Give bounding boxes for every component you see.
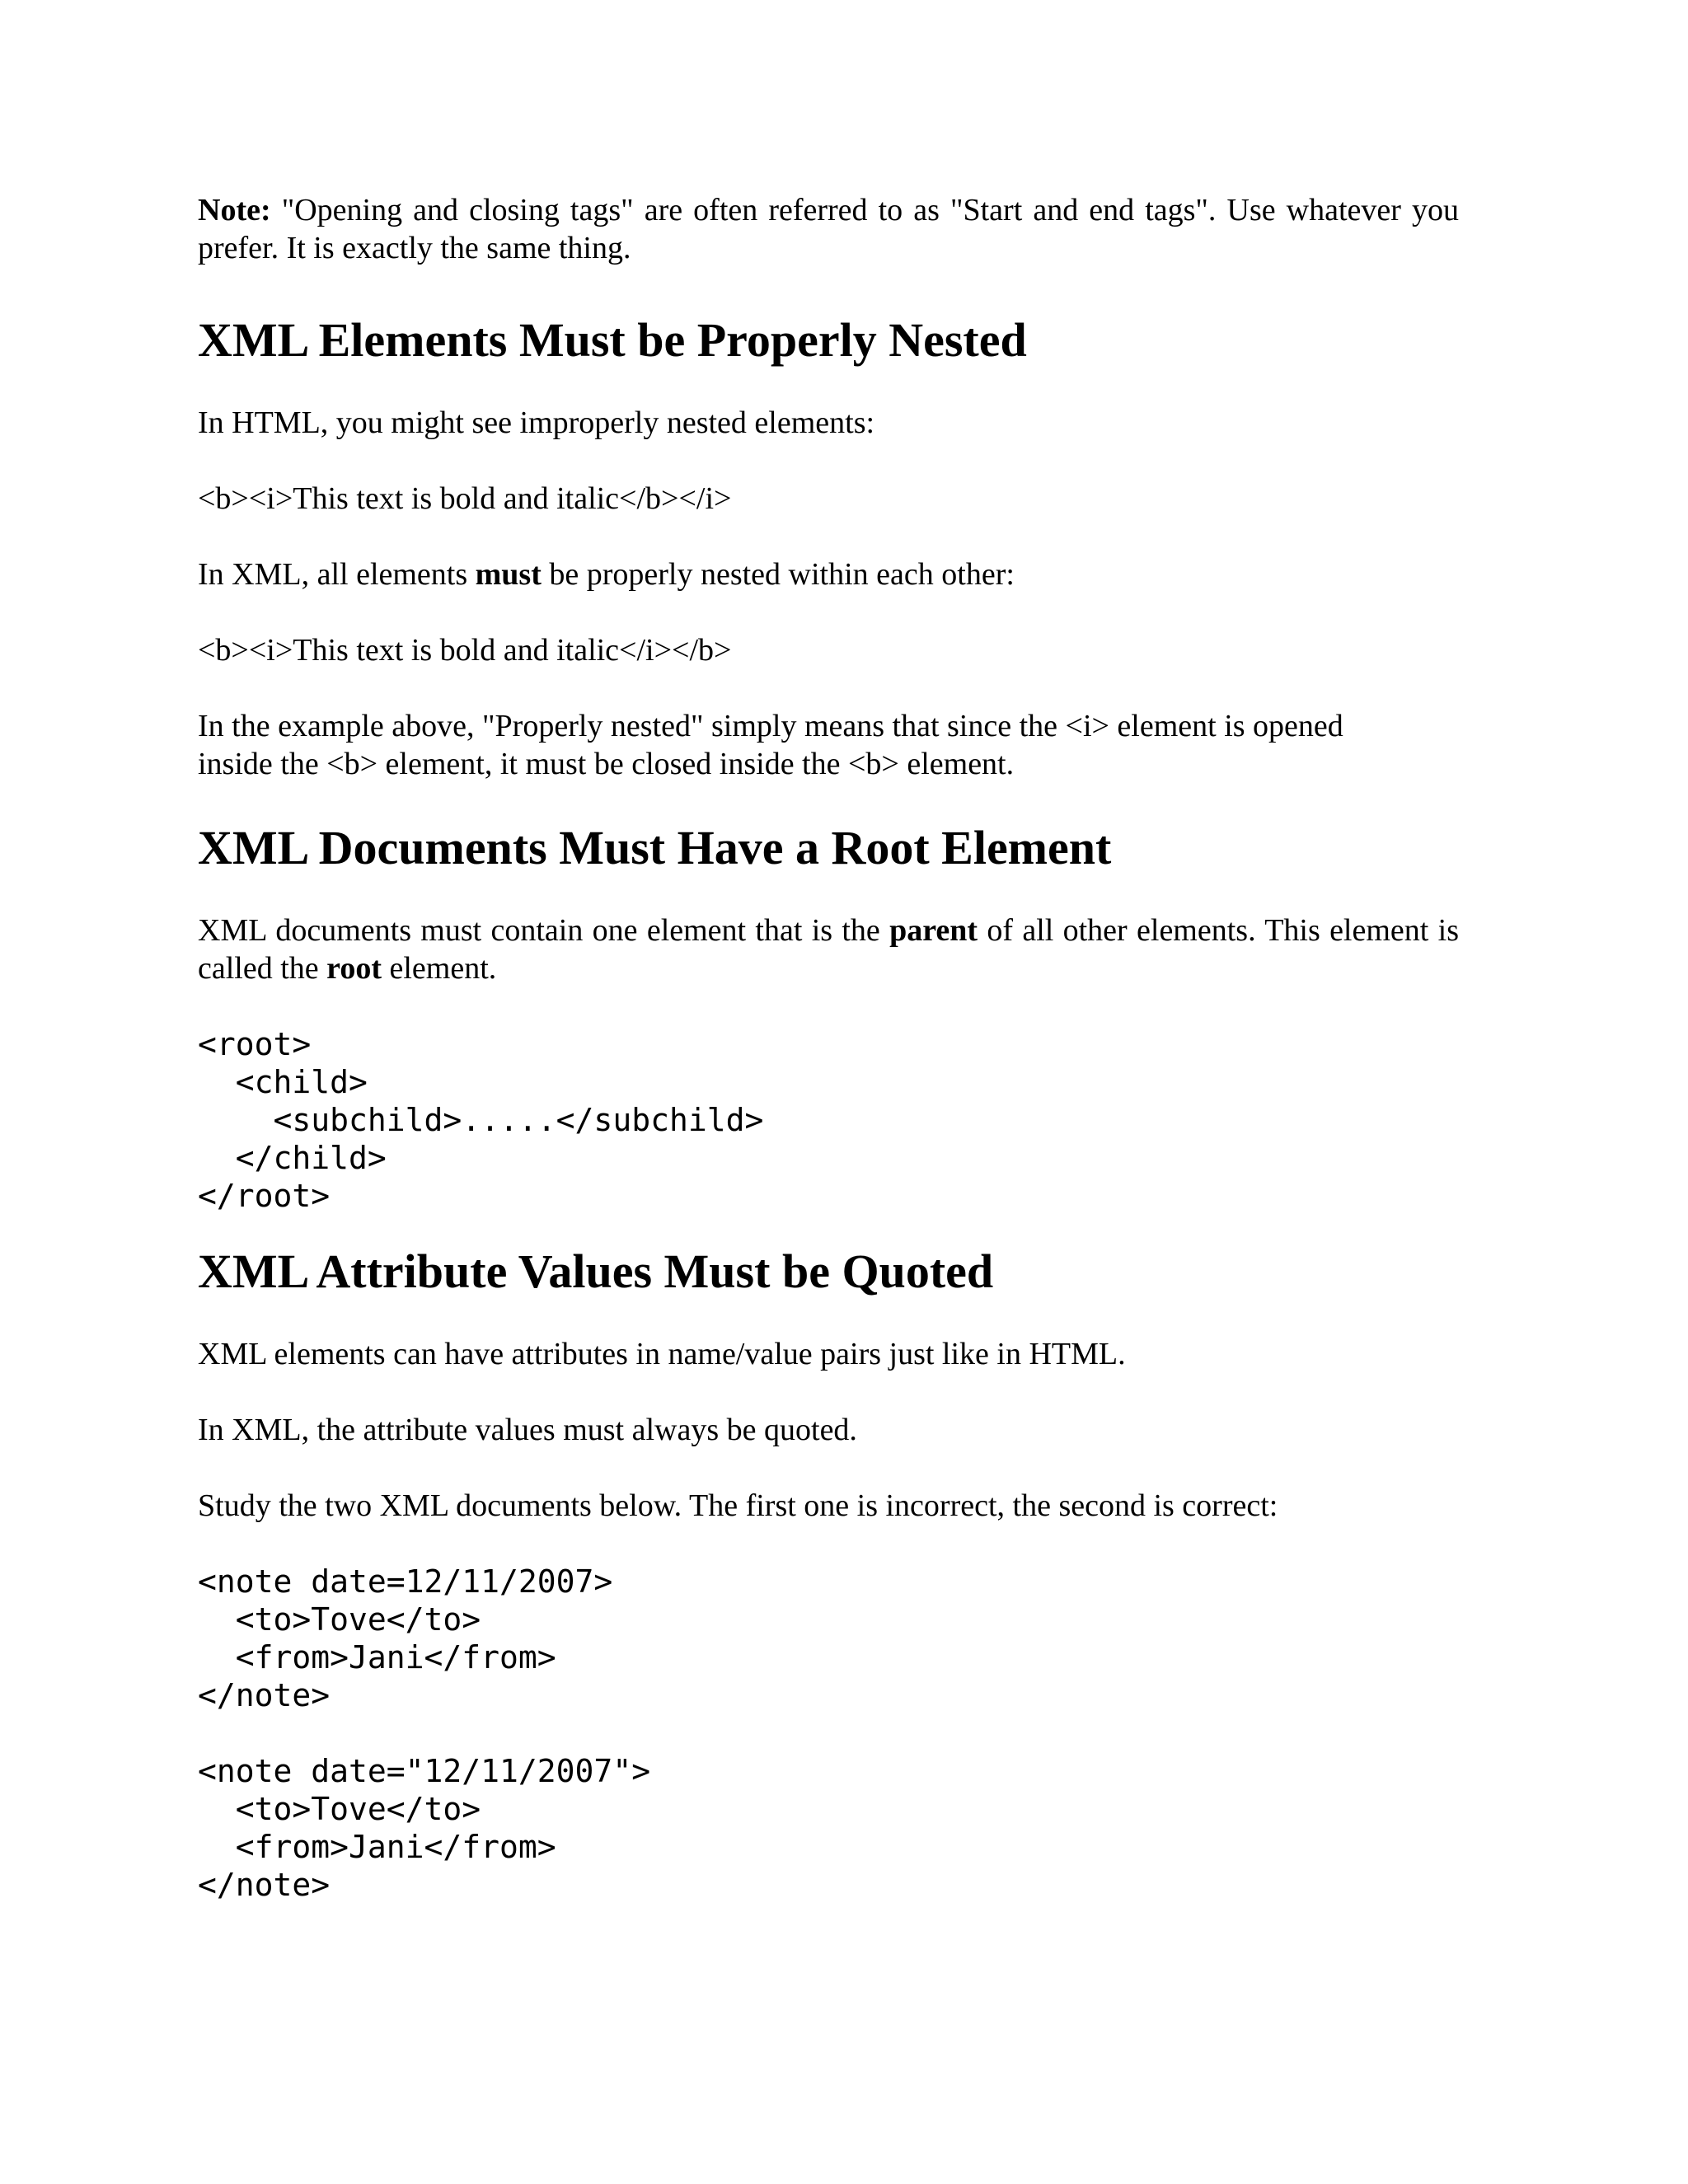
page-content [198, 191, 1459, 1904]
root-code-example: <root> <child> <subchild>.....</subchild> </child> </root> [198, 1026, 764, 1214]
nesting-explanation: In the example above, "Properly nested" simply means that since the <i> element is opened inside the <b> element, it must be closed inside the <b> element. [198, 709, 1343, 781]
emphasis-parent: parent [889, 913, 978, 948]
code-example-correct: <note date="12/11/2007"> <to>Tove</to> <from>Jani</from> </note> [198, 1753, 651, 1903]
example-proper-nesting: <b><i>This text is bold and italic</i></b> [198, 633, 732, 668]
code-example-incorrect: <note date=12/11/2007> <to>Tove</to> <from>Jani</from> </note> [198, 1563, 613, 1713]
example-improper-nesting: <b><i>This text is bold and italic</b></i> [198, 481, 732, 516]
nested-intro: In HTML, you might see improperly nested elements: [198, 405, 875, 440]
note-text: "Opening and closing tags" are often referred to as "Start and end tags". Use whatever you prefer. It is exactly the same thing. [198, 193, 1459, 265]
attributes-paragraph-3: Study the two XML documents below. The first one is incorrect, the second is correct: [198, 1488, 1278, 1523]
note-label: Note: [198, 193, 271, 227]
section-heading-attributes: XML Attribute Values Must be Quoted [198, 1244, 994, 1298]
nesting-rule: In XML, all elements must be properly nested within each other: [198, 557, 1015, 592]
section-heading-nested: XML Elements Must be Properly Nested [198, 313, 1027, 367]
attributes-paragraph-1: XML elements can have attributes in name/value pairs just like in HTML. [198, 1337, 1126, 1371]
root-paragraph: XML documents must contain one element that is the parent of all other elements. This element is called the root element. [198, 913, 1459, 986]
section-heading-root: XML Documents Must Have a Root Element [198, 821, 1112, 874]
emphasis-must: must [475, 557, 542, 592]
note-paragraph [198, 191, 1459, 267]
attributes-paragraph-2: In XML, the attribute values must always be quoted. [198, 1413, 857, 1447]
emphasis-root: root [326, 951, 382, 986]
